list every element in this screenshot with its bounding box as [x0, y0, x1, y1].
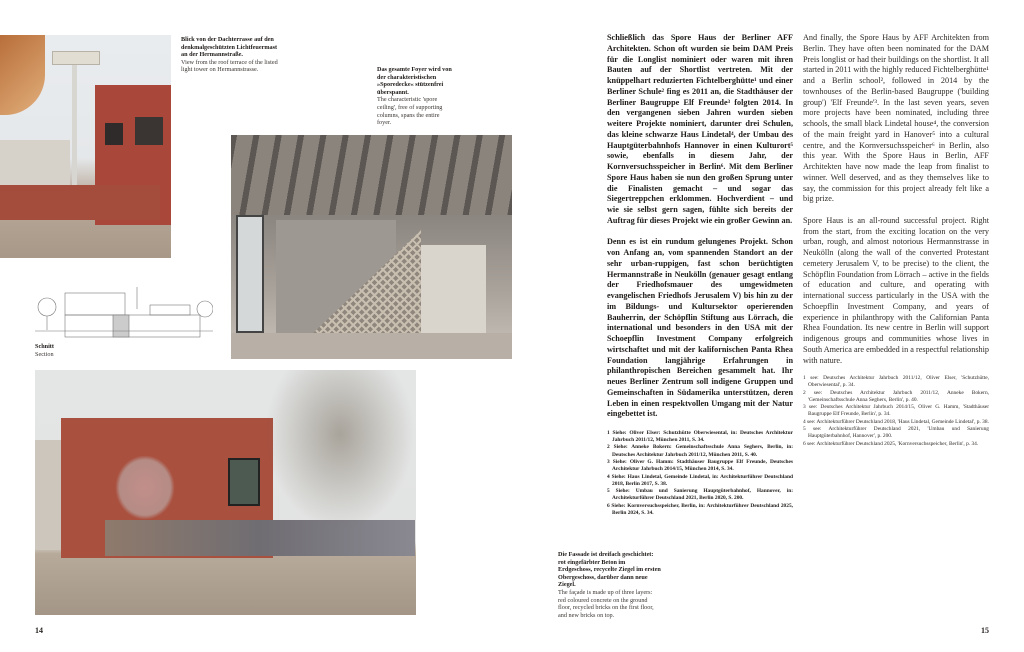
- footnote: 6 see: Architekturführer Deutschland 2025, 'Kornversuchsspeicher, Berlin', p. 34.: [803, 440, 979, 447]
- photo-facade: [35, 370, 416, 615]
- photo-foyer: [231, 135, 512, 359]
- english-paragraph: And finally, the Spore Haus by AFF Architekten from Berlin. They have often been nominated for the DAM Preis longlist or had their buildings on the shortlist. It all started in 2011 with the highly reduced Fichtelberghütte¹ and a Berlin school², followed in 2014 by the townhouses of the Berlin-based Baugruppe ('building group') 'Elf Freunde'³. In the last seven years, seven more projects have been nominated, including three schools, the small black Lindetal house⁴, the conversion of the main freight yard in Hanover⁵ into a cultural centre, and the Kornversuchsspeicher⁶ in Berlin, also this year. With the Spore Haus in Berlin, AFF Architekten have now made the leap from finalist to winner. Well deserved, and as they themselves like to say, the commission for this project already felt like a big prize.: [803, 33, 989, 204]
- page-number-left: 14: [35, 626, 43, 635]
- caption-section: [35, 343, 95, 358]
- caption-en: The characteristic 'spore ceiling', free of supporting columns, spans the entire foyer.: [377, 96, 443, 127]
- footnote: 5 see: Architekturführer Deutschland 2021, 'Umbau und Sanierung Hauptgüterbahnhof, Hannover', p. 200.: [803, 426, 989, 440]
- footnote: 3 see: Deutsches Architektur Jahrbuch 2014/15, Oliver G. Hamm, 'Stadthäuser Baugruppe Elf Freunde, Berlin', p. 34.: [803, 404, 989, 418]
- caption-roof-terrace: [181, 36, 281, 74]
- footnote: 5 Siehe: Umbau und Sanierung Hauptgüterbahnhof, Hannover, in: Architekturführer Deutschland 2021, Berlin 2020, S. 200.: [607, 488, 793, 502]
- caption-facade: [558, 551, 661, 619]
- caption-de: Schnitt: [35, 343, 54, 350]
- caption-en: The façade is made up of three layers: red coloured concrete on the ground floor, recycled bricks on the first floor, and new bricks on top.: [558, 588, 654, 619]
- german-text-column: [607, 33, 793, 517]
- caption-de: Das gesamte Foyer wird von der charakteristischen »Sporedecke« stützenfrei überspannt.: [377, 66, 452, 96]
- german-paragraph: Schließlich das Spore Haus der Berliner AFF Architekten. Schon oft wurden sie beim DAM Preis für die Longlist nominiert oder waren mit ihren Bauten auf der Shortlist vertreten. Mit der knüppelhart reduzierten Fichtelberghütte¹ und einer Berliner Schule² fing es 2011 an, die Stadthäuser der Berliner Baugruppe Elf Freunde³ folgten 2014. In den vergangenen sieben Jahren wurden sieben weitere Projekte nominiert, darunter drei Schulen, das kleine schwarze Haus Lindetal⁴, der Umbau des Hauptgüterbahnhofs Hannover in einen Kulturort⁵ sowie, ebenfalls in diesem Jahr, der Kornversuchsspeicher in Berlin⁶. Mit dem Berliner Spore Haus haben sie nun den großen Sprung unter die Finalisten gemacht – und sogar das Siegertreppchen erklommen. Hochverdient – und wie sie selbst gern sagen, fühlte sich bereits der Auftrag für dieses Projekt wie ein großer Gewinn an.: [607, 33, 793, 225]
- footnote: 1 see: Deutsches Architektur Jahrbuch 2011/12, Oliver Elser, 'Schutzhütte, Oberwiesental', p. 34.: [803, 375, 989, 389]
- english-footnotes: [803, 375, 989, 448]
- photo-roof-terrace: [0, 35, 171, 258]
- footnote: 3 Siehe: Oliver G. Hamm: Stadthäuser Baugruppe Elf Freunde, Deutsches Architektur Jahrbuch 2014/15, München 2014, S. 34.: [607, 458, 793, 473]
- footnote: 4 see: Architekturführer Deutschland 2018, 'Haus Lindetal, Gemeinde Lindetal', p. 38.: [803, 418, 989, 425]
- footnote: 2 see: Deutsches Architektur Jahrbuch 2011/12, Anneke Bokern, 'Gemeinschaftsschule Anna Seghers, Berlin', p. 40.: [803, 389, 989, 403]
- english-paragraph: Spore Haus is an all-round successful project. Right from the start, from the exciting location on the very urban, rough, and almost notorious Hermannstrasse in Neukölln (along the wall of the converted Protestant cemetery Jerusalem V, to be precise) to the client, the Schöpflin Foundation from Lörrach – active in the fields of education and culture, and operating with international success particularly in the USA with the Schoepflin Investment Company, and years of experience in philanthropy with the Californian Panta Rhea Foundation. Its new centre in Berlin will support indigenous groups and communities whose lives in South America are embedded in a respectful relationship with nature.: [803, 215, 989, 365]
- caption-en: Section: [35, 350, 54, 358]
- section-drawing: [35, 285, 213, 340]
- caption-en: View from the roof terrace of the listed light tower on Hermannstrasse.: [181, 58, 278, 74]
- footnote: 4 Siehe: Haus Lindetal, Gemeinde Lindetal, in: Architekturführer Deutschland 2018, Berlin 2017, S. 38.: [607, 473, 793, 487]
- footnote: 2 Siehe: Anneke Bokern: Gemeinschaftsschule Anna Seghers, Berlin, in: Deutsches Architektur Jahrbuch 2011/12, München 2011, S. 40.: [607, 444, 793, 458]
- caption-foyer: [377, 66, 455, 127]
- page-number-right: 15: [981, 626, 989, 635]
- caption-de: Die Fassade ist dreifach geschichtet: rot eingefärbter Beton im Erdgeschoss, recycelte Ziegel im ersten Obergeschoss, darüber dann neue Ziegel.: [558, 551, 661, 589]
- german-paragraph: Denn es ist ein rundum gelungenes Projekt. Schon von Anfang an, vom spannenden Standort an der sehr urban-ruppigen, fast schon berüchtigten Hermannstraße in Neukölln (genauer gesagt entlang der Friedhofsmauer des umgewidmeten evangelischen Friedhofs Jerusalem V) bis hin zu der im Bildungs- und Kultursektor operierenden Bauherrin, der Schöpflin Stiftung aus Lörrach, die international und besonders in den USA mit der Schoepflin Investment Company erfolgreich wirtschaftet und mit der kalifornischen Panta Rhea Foundation langjährige Erfahrungen in philanthropischen Bereichen gesammelt hat. Ihr neues Berliner Zentrum soll indigene Gruppen und Gemeinschaften in Südamerika unterstützen, deren Leben in einen respektvollen Umgang mit der Natur eingebettet ist.: [607, 237, 793, 419]
- german-footnotes: [607, 430, 793, 518]
- english-text-column: [803, 33, 989, 448]
- footnote: 1 Siehe: Oliver Elser: Schutzhütte Oberwiesental, in: Deutsches Architektur Jahrbuch 2011/12, München 2011, S. 34.: [607, 429, 793, 444]
- footnote: 6 Siehe: Kornversuchsspeicher, Berlin, in: Architekturführer Deutschland 2025, Berlin 2024, S. 34.: [607, 502, 793, 517]
- caption-de: Blick von der Dachterrasse auf den denkmalgeschützten Lichtfeuermast an der Hermannstraße.: [181, 36, 278, 59]
